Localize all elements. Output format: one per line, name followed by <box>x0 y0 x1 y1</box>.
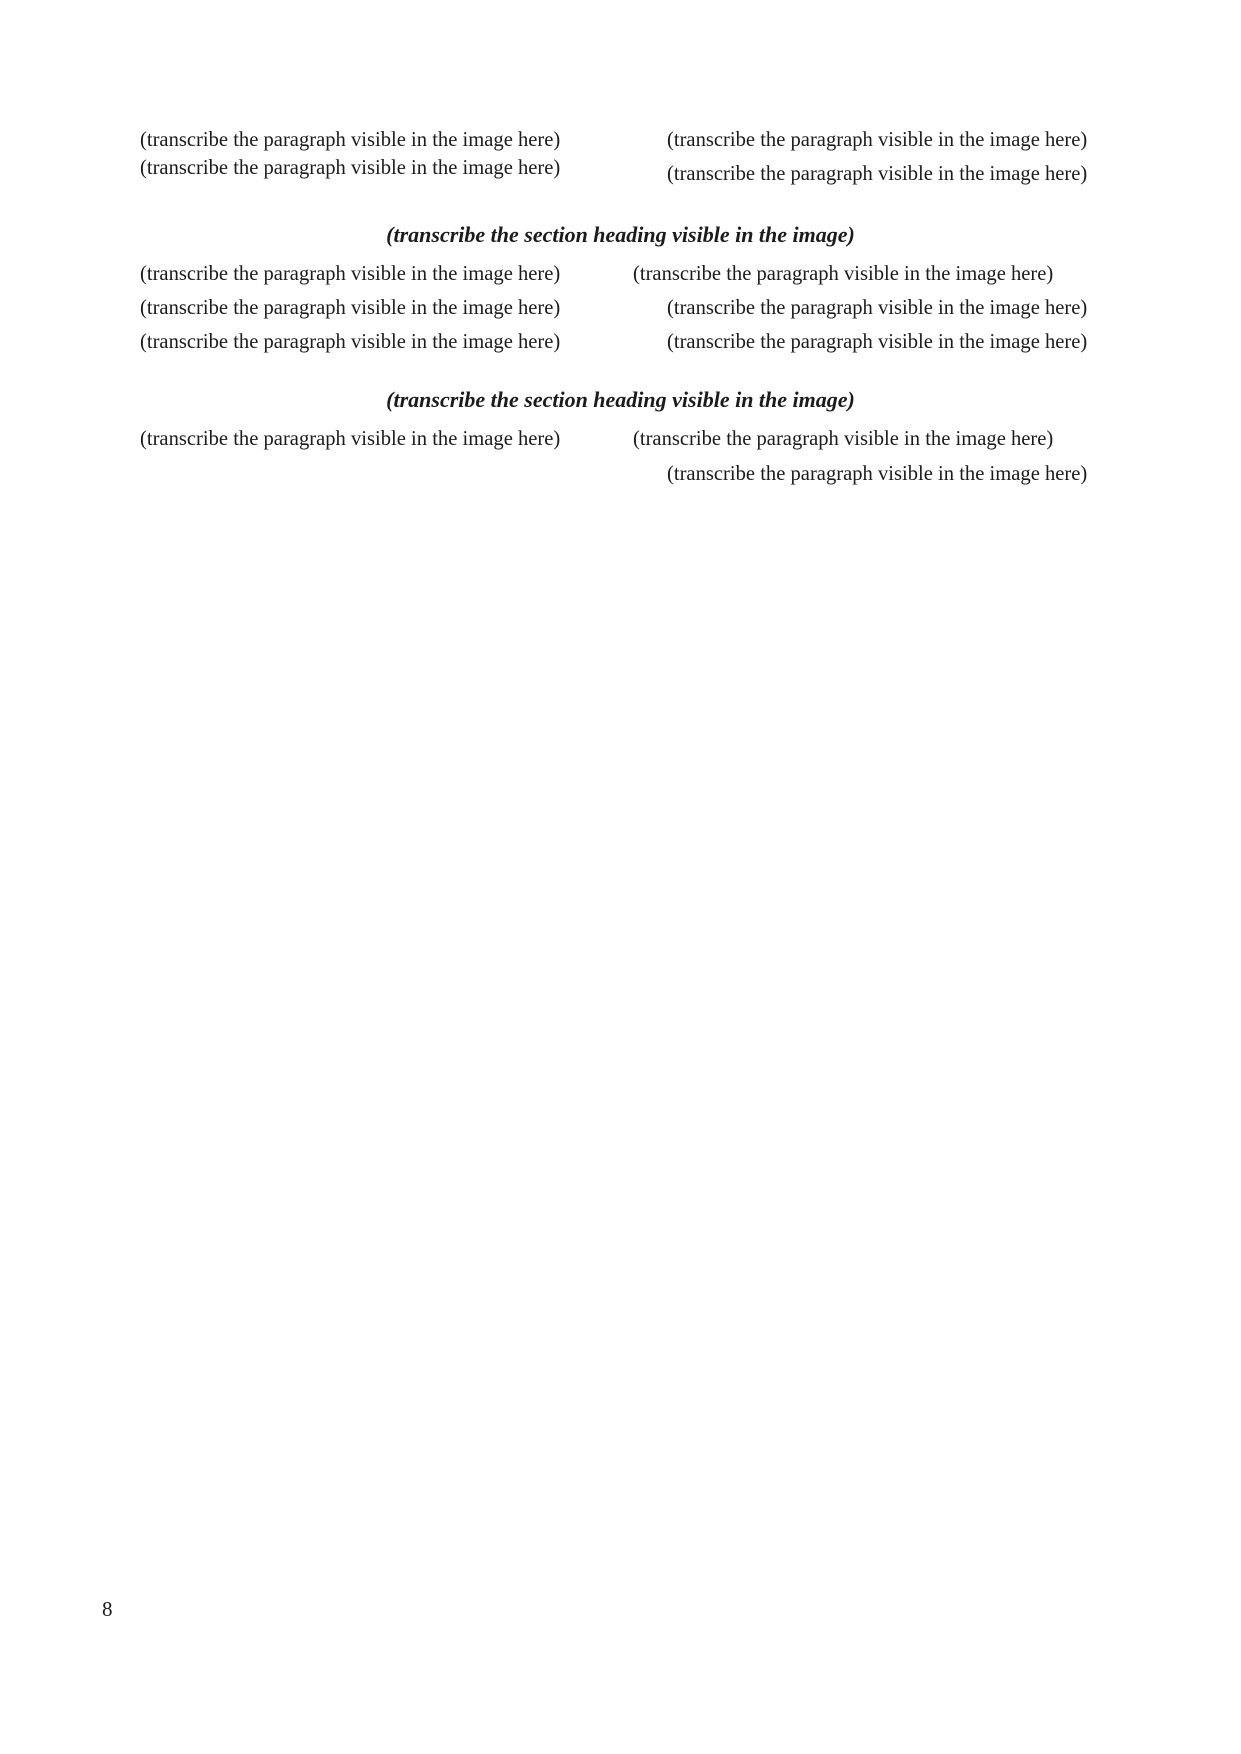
section-1-paragraph: (transcribe the paragraph visible in the image here) <box>140 331 561 354</box>
section-1-paragraph: (transcribe the paragraph visible in the image here) <box>633 263 1054 286</box>
intro-columns <box>106 126 1135 188</box>
intro-left-paragraph: (transcribe the paragraph visible in the image here) <box>140 129 561 151</box>
intro-left-paragraph: (transcribe the paragraph visible in the image here) <box>140 157 561 180</box>
section-1-right-column <box>633 260 1135 356</box>
section-1-paragraph: (transcribe the paragraph visible in the image here) <box>140 297 561 320</box>
intro-left-column <box>106 126 608 188</box>
page-number: 8 <box>102 1597 113 1621</box>
section-1-left-column <box>106 260 608 356</box>
intro-right-paragraph: (transcribe the paragraph visible in the image here) <box>667 163 1088 186</box>
section-1-paragraph: (transcribe the paragraph visible in the image here) <box>140 263 561 286</box>
section-2-paragraph: (transcribe the paragraph visible in the image here) <box>140 428 561 451</box>
intro-right-column <box>633 126 1135 188</box>
intro-right-paragraph: (transcribe the paragraph visible in the image here) <box>667 129 1088 151</box>
section-heading: (transcribe the section heading visible in the image) <box>386 387 855 413</box>
section-2-paragraph: (transcribe the paragraph visible in the image here) <box>633 428 1054 451</box>
section-1-columns <box>106 260 1135 356</box>
section-heading: (transcribe the section heading visible in the image) <box>386 222 855 248</box>
section-2-left-column <box>106 425 608 487</box>
section-1-paragraph: (transcribe the paragraph visible in the image here) <box>667 331 1088 354</box>
section-2-columns <box>106 425 1135 487</box>
section-2-paragraph: (transcribe the paragraph visible in the image here) <box>667 462 1088 485</box>
section-2-right-column <box>633 425 1135 487</box>
section-1-paragraph: (transcribe the paragraph visible in the image here) <box>667 297 1088 320</box>
